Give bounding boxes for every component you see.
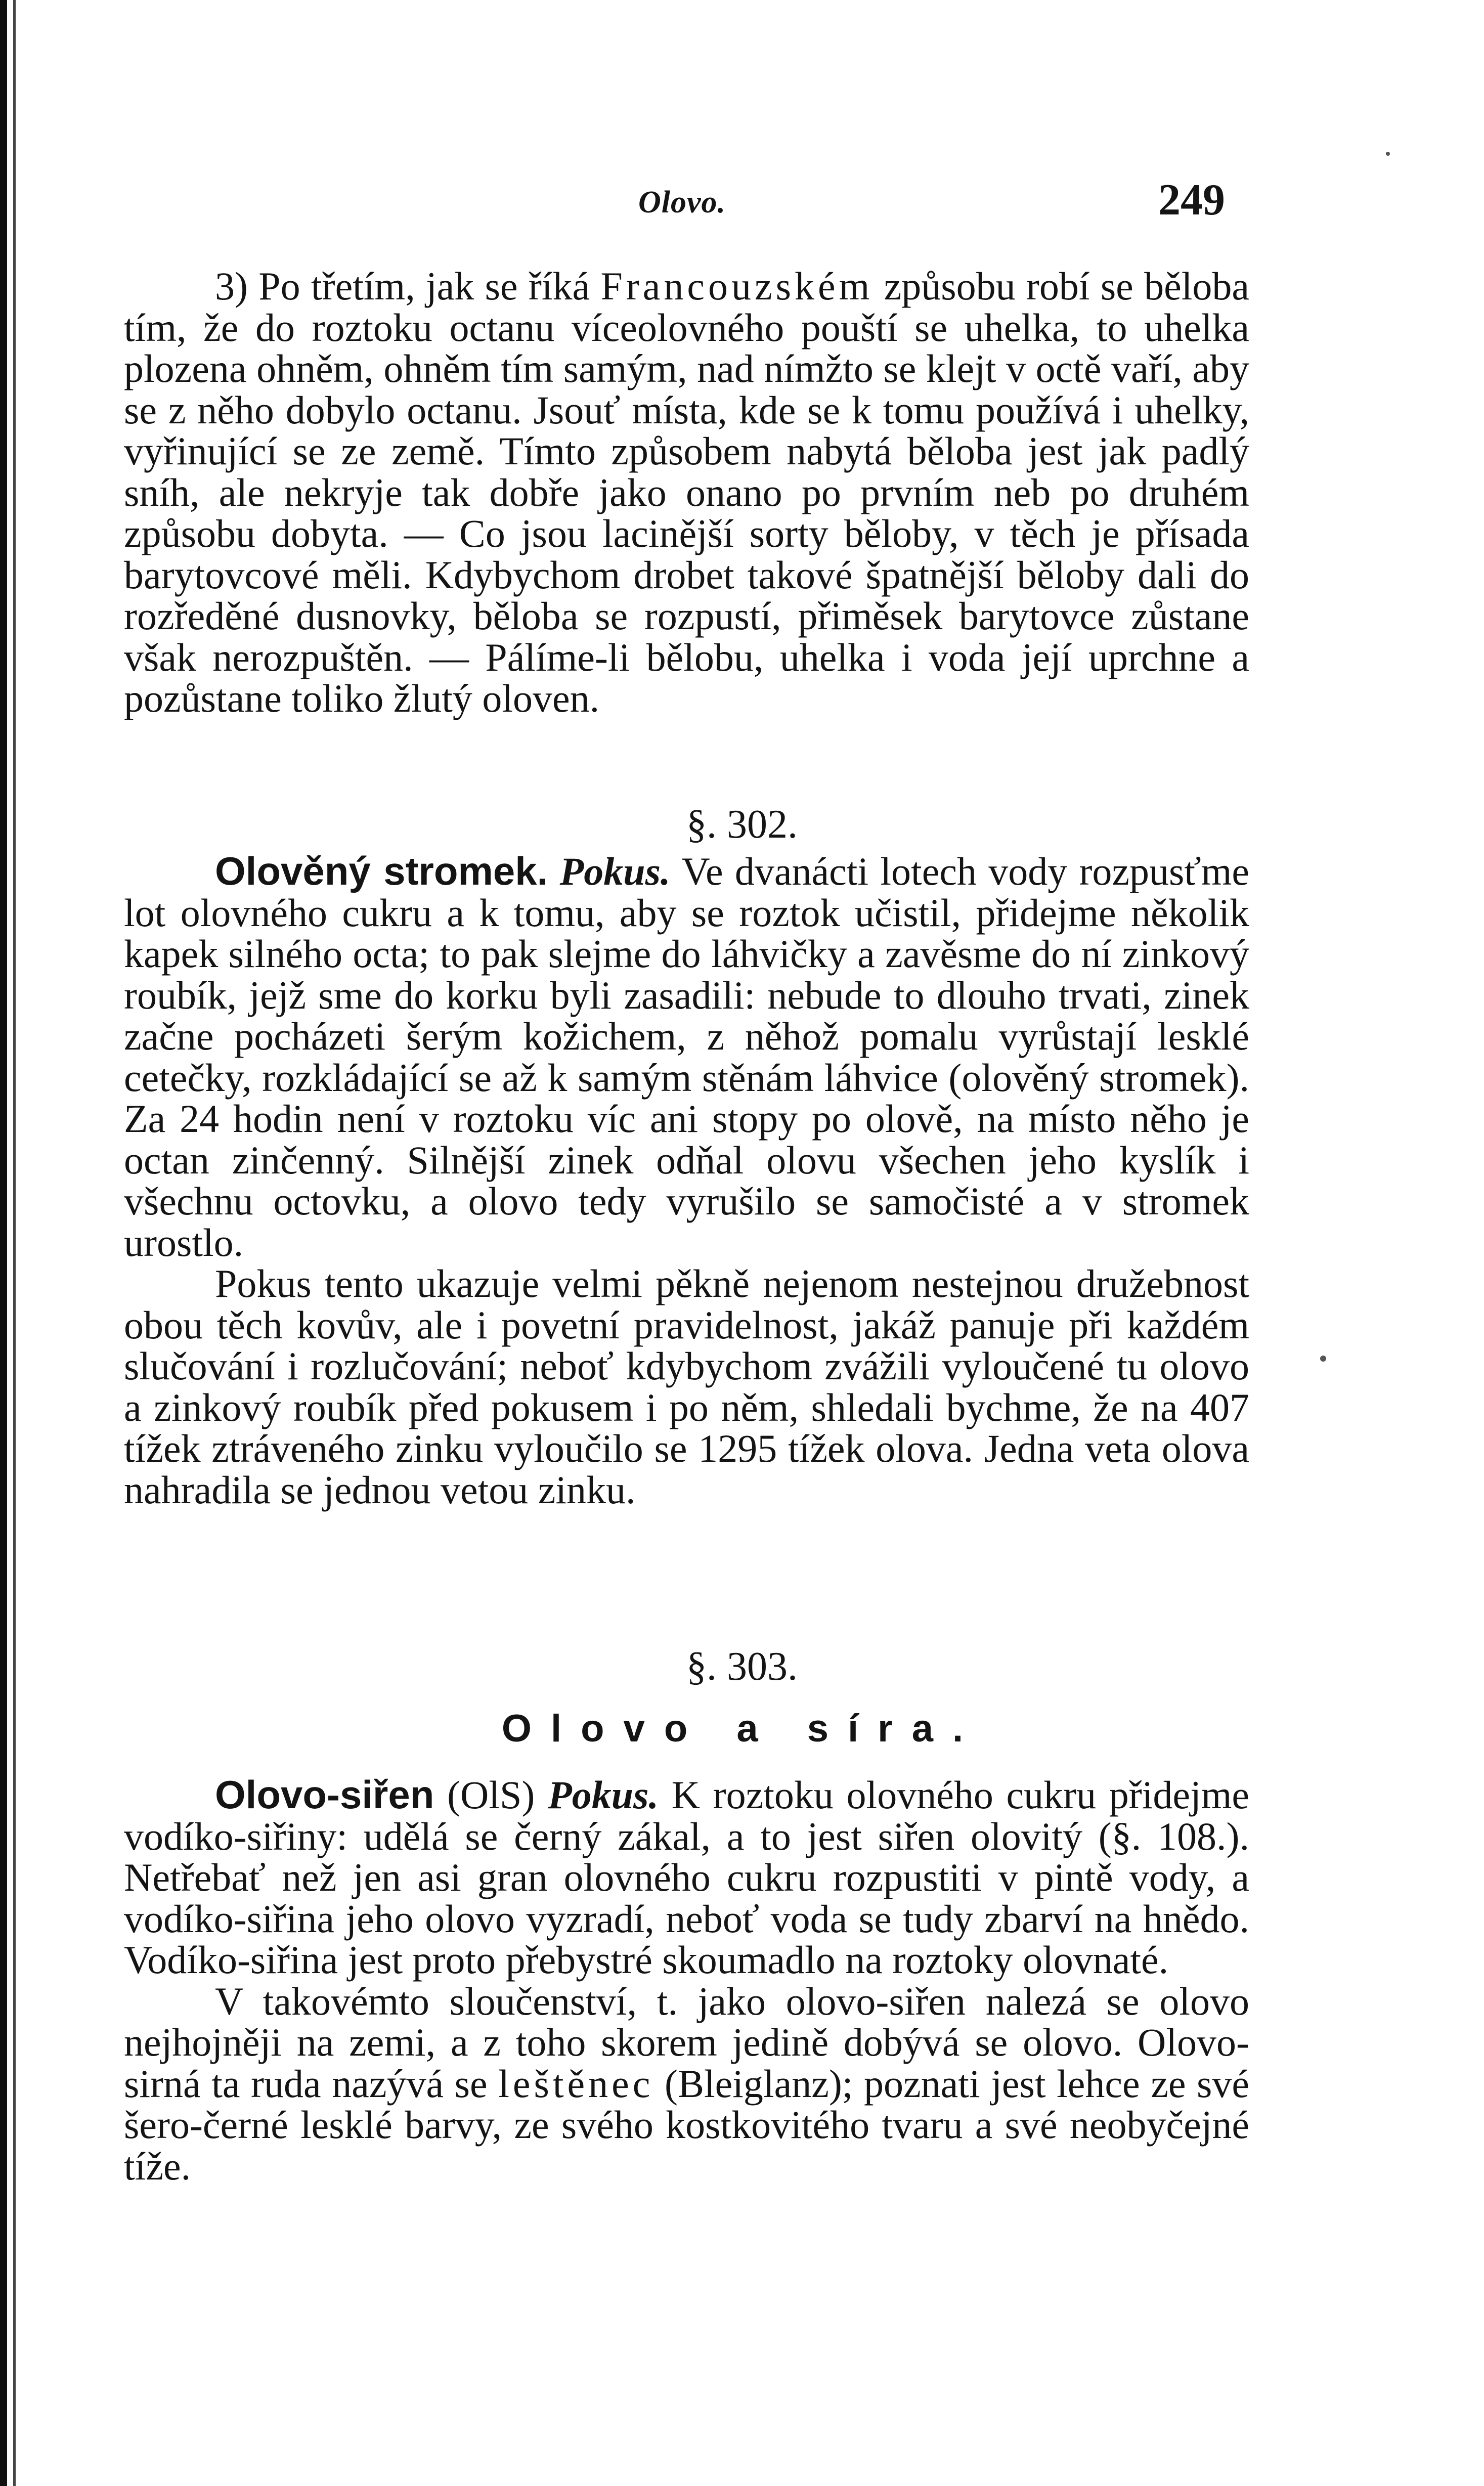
print-speck (1320, 1356, 1326, 1362)
para1-text-a: 3) Po třetím, jak se říká (215, 264, 601, 308)
section-303-title-text: Olovo a síra. (501, 1707, 983, 1750)
section-303-term: Olovo-siřen (215, 1772, 434, 1817)
section-302-text: Ve dvanácti lotech vody rozpusťme lot olovného cukru a k tomu, aby se roztok učistil, přidejme několik kapek silného octa; to pak slejme do láhvičky a zavěsme do ní zinkový roubík, jejž sme do korku byli zasadili: nebude to dlouho trvati, zinek začne pocházeti šerým kožichem, z něhož pomalu vyrůstají lesklé cetečky, rozkládající se až k samým stěnám láhvice (olověný stromek). Za 24 hodin není v roztoku víc ani stopy po olově, na místo něho je octan zinčenný. Silnější zinek odňal olovu všechen jeho kyslík i všechnu octovku, a olovo tedy vyrušilo se samočisté a v stromek urostlo. (124, 849, 1250, 1264)
section-302-body (124, 851, 1249, 1510)
print-speck (1386, 152, 1390, 156)
section-303-para2-b: (Bleiglanz); poznati jest lehce ze své šero-černé lesklé barvy, ze svého kostkovitého tvaru a své neobyčejné tíže. (124, 2061, 1249, 2188)
para1-spaced-word: Francouzském (600, 264, 874, 308)
paragraph-bleach-method (124, 266, 1249, 719)
section-302-number: §. 302. (686, 802, 798, 847)
section-303-formula: (OlS) (434, 1773, 548, 1817)
section-303-text: K roztoku olovného cukru přidejme vodíko-siřiny: udělá se černý zákal, a to jest siřen olovitý (§. 108.). Netřebať než jen asi gran olovného cukru rozpustiti v pintě vody, a vodíko-siřina jeho olovo vyzradí, neboť voda se tudy zbarví na hnědo. Vodíko-siřina jest proto přebystré skoumadlo na roztoky olovnaté. (124, 1773, 1249, 1982)
page-edge-line (13, 0, 16, 2486)
section-303-title (0, 1706, 1484, 1752)
page-number: 249 (1158, 176, 1225, 225)
section-302-label: Pokus. (559, 849, 671, 893)
section-303-spaced-word: leštěnec (498, 2061, 654, 2106)
para1-text-b: způsobu robí se běloba tím, že do roztoku octanu víceolovného pouští se uhelka, to uhelka plozena ohněm, ohněm tím samým, nad nímžto se klejt v octě vaří, aby se z něho dobylo octanu. Jsouť místa, kde se k tomu používá i uhelky, vyřinující se ze země. Tímto způsobem nabytá běloba jest jak padlý sníh, ale nekryje tak dobře jako onano po prvním neb po druhém způsobu dobyta. — Co jsou lacinější sorty běloby, v těch je přísada barytovcové měli. Kdybychom drobet takové špatnější běloby dali do rozředěné dusnovky, běloba se rozpustí, přiměsek barytovce zůstane však nerozpuštěn. — Pálíme-li bělobu, uhelka i voda její uprchne a pozůstane toliko žlutý oloven. (124, 264, 1249, 720)
page-edge-shadow (0, 0, 7, 2486)
section-302-para2: Pokus tento ukazuje velmi pěkně nejenom nestejnou družebnost obou těch kovův, ale i povetní pravidelnost, jakáž panuje při každém slučování i rozlučování; neboť kdybychom zvážili vyloučené tu olovo a zinkový roubík před pokusem i po něm, shledali bychme, že na 407 tížek ztráveného zinku vyloučilo se 1295 tížek olova. Jedna veta olova nahradila se jednou vetou zinku. (124, 1261, 1249, 1512)
section-303-para2-a: V takovémto sloučenství, t. jako olovo-siřen nalezá se olovo nejhojněji na zemi, a z toho skorem jedině dobývá se olovo. Olovo-sirná ta ruda nazývá se (124, 1979, 1249, 2106)
section-303-label: Pokus. (548, 1773, 659, 1817)
section-303-body (124, 1774, 1249, 2187)
section-302-title: Olověný stromek. (215, 849, 548, 893)
section-303-number: §. 303. (686, 1644, 798, 1689)
page-header (0, 175, 1484, 235)
running-title: Olovo. (638, 185, 726, 220)
